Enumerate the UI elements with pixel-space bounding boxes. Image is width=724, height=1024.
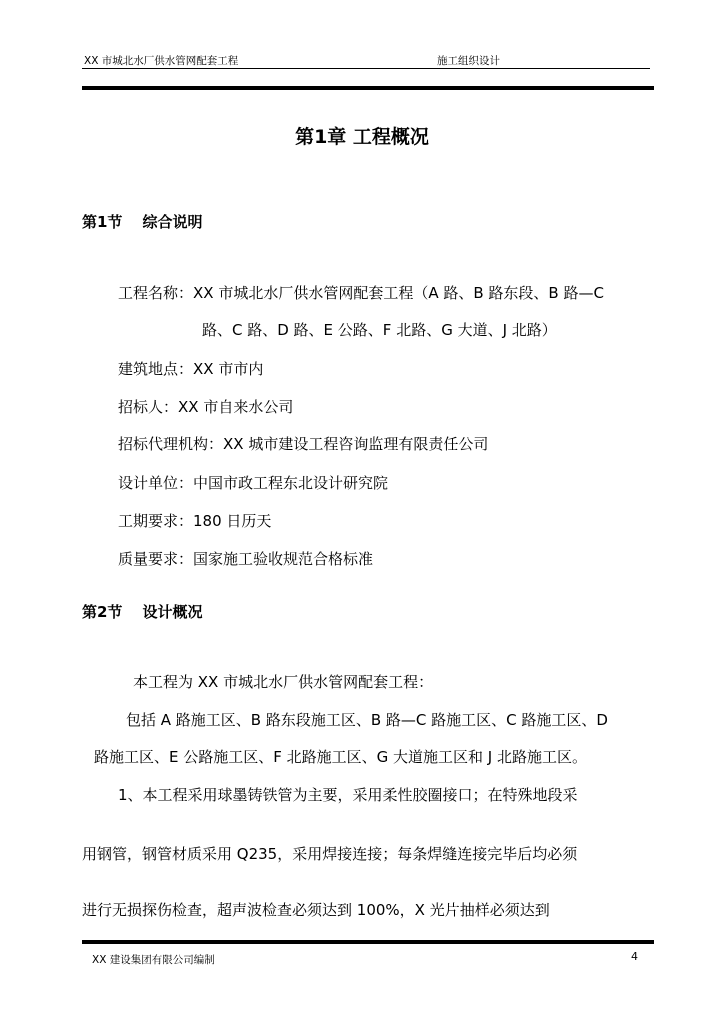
header-rule-thin xyxy=(82,68,650,69)
body-paragraph: 用钢管，钢管材质采用 Q235，采用焊接连接；每条焊缝连接完毕后均必须 xyxy=(82,845,578,863)
section-1-heading xyxy=(82,211,202,232)
footer-publisher: XX 建设集团有限公司编制 xyxy=(92,954,215,966)
info-value: 中国市政工程东北设计研究院 xyxy=(193,474,389,492)
info-value: XX 城市建设工程咨询监理有限责任公司 xyxy=(223,435,489,453)
info-label: 建筑地点： xyxy=(118,360,194,378)
header-rule-thick xyxy=(82,86,654,90)
section-2-heading xyxy=(82,601,202,622)
info-label: 设计单位： xyxy=(118,474,194,492)
header-doc-type: 施工组织设计 xyxy=(437,55,500,67)
section-title: 设计概况 xyxy=(142,603,203,621)
info-row-project-name xyxy=(118,282,604,303)
chapter-title: 第1章 工程概况 xyxy=(295,126,429,148)
info-label: 招标人： xyxy=(118,398,179,416)
info-value: XX 市自来水公司 xyxy=(178,398,294,416)
info-value: 国家施工验收规范合格标准 xyxy=(193,550,374,568)
section-number: 第1节 xyxy=(82,213,123,231)
body-paragraph: 进行无损探伤检查，超声波检查必须达到 100%，X 光片抽样必须达到 xyxy=(82,901,550,919)
body-paragraph: 1、本工程采用球墨铸铁管为主要，采用柔性胶圈接口；在特殊地段采 xyxy=(118,786,578,804)
header-project-name: XX 市城北水厂供水管网配套工程 xyxy=(84,55,239,67)
info-label: 质量要求： xyxy=(118,550,194,568)
section-title: 综合说明 xyxy=(142,213,203,231)
info-label: 招标代理机构： xyxy=(118,435,224,453)
info-value: 180 日历天 xyxy=(193,512,272,530)
info-row-duration xyxy=(118,510,271,531)
info-row-location xyxy=(118,358,263,379)
info-label: 工期要求： xyxy=(118,512,194,530)
section-number: 第2节 xyxy=(82,603,123,621)
info-value: XX 市市内 xyxy=(193,360,264,378)
info-row-quality xyxy=(118,548,373,569)
body-paragraph: 包括 A 路施工区、B 路东段施工区、B 路—C 路施工区、C 路施工区、D xyxy=(126,711,608,729)
info-value: XX 市城北水厂供水管网配套工程（A 路、B 路东段、B 路—C xyxy=(193,284,604,302)
body-paragraph: 本工程为 XX 市城北水厂供水管网配套工程： xyxy=(133,673,434,691)
info-row-project-name-cont: 路、C 路、D 路、E 公路、F 北路、G 大道、J 北路） xyxy=(202,321,557,339)
footer-rule xyxy=(82,940,654,944)
info-label: 工程名称： xyxy=(118,284,194,302)
info-row-designer xyxy=(118,472,388,493)
body-paragraph: 路施工区、E 公路施工区、F 北路施工区、G 大道施工区和 J 北路施工区。 xyxy=(94,748,587,766)
info-row-agency xyxy=(118,433,488,454)
page-number: 4 xyxy=(631,950,638,963)
info-row-tenderer xyxy=(118,396,293,417)
